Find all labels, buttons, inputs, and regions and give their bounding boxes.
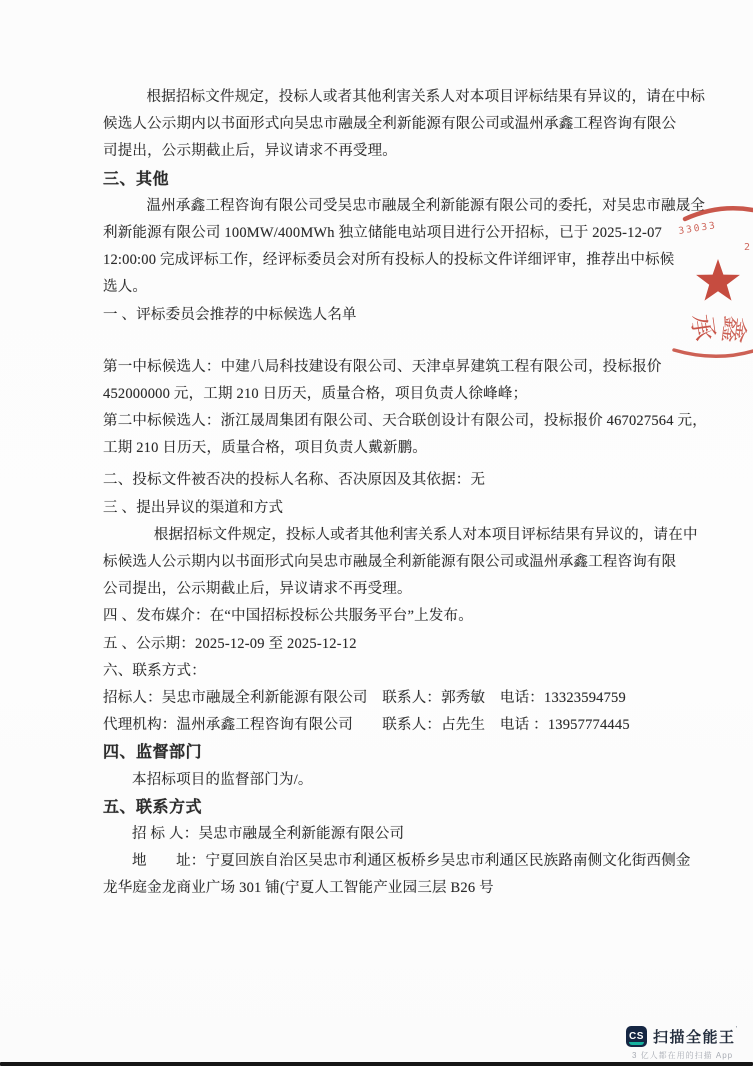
doc-line: 12:00:00 完成评标工作，经评标委员会对所有投标人的投标文件详细评审，推荐出中标候	[103, 252, 675, 269]
doc-line: 龙华庭金龙商业广场 301 铺(宁夏人工智能产业园三层 B26 号	[103, 880, 494, 897]
doc-line: 四 、发布媒介：在“中国招标投标公共服务平台”上发布。	[103, 608, 473, 625]
doc-line: 五、联系方式	[103, 798, 203, 816]
paragraph	[103, 302, 663, 329]
paragraph	[103, 712, 663, 739]
doc-line: 根据招标文件规定，投标人或者其他利害关系人对本项目评标结果有异议的，请在中标	[146, 89, 706, 105]
doc-line: 根据招标文件规定，投标人或者其他利害关系人对本项目评标结果有异议的，请在中	[153, 526, 698, 543]
paragraph	[103, 658, 663, 685]
doc-line: 三、其他	[103, 170, 170, 188]
watermark-row	[626, 1026, 748, 1047]
camscanner-logo-text: CS	[629, 1031, 644, 1042]
paragraph	[103, 354, 707, 463]
seal-bottom-arc	[674, 350, 753, 356]
watermark-title-text: 扫描全能王	[653, 1029, 736, 1046]
doc-line: 第一中标候选人：中建八局科技建设有限公司、天津卓昇建筑工程有限公司，投标报价	[103, 358, 662, 375]
doc-line: 三 、提出异议的渠道和方式	[103, 499, 284, 516]
paragraph	[103, 685, 663, 712]
watermark-title	[653, 1026, 739, 1047]
doc-line: 本招标项目的监督部门为/。	[132, 771, 313, 788]
doc-line: 第二中标候选人：浙江晟周集团有限公司、天合联创设计有限公司，投标报价 467027564 元，	[103, 413, 707, 430]
paragraph	[103, 603, 663, 630]
watermark-subtitle: 3 亿人都在用的扫描 App	[632, 1051, 734, 1060]
doc-line: 标候选人公示期内以书面形式向吴忠市融晟全利新能源有限公司或温州承鑫工程咨询有限	[103, 554, 677, 570]
section-heading	[103, 166, 663, 193]
seal-char-1: 承	[685, 312, 720, 343]
seal-char-2: 鑫	[717, 314, 751, 345]
doc-line: 司提出，公示期截止后，异议请求不再受理。	[103, 143, 397, 160]
scan-below-edge	[0, 1066, 753, 1074]
doc-line: 一 、评标委员会推荐的中标候选人名单	[103, 306, 357, 323]
paragraph	[103, 495, 663, 522]
seal-serial-digit-edge: 2	[744, 242, 751, 253]
doc-line: 二、投标文件被否决的投标人名称、否决原因及其依据：无	[103, 472, 486, 489]
seal-star-icon	[696, 259, 740, 301]
doc-line: 公司提出，公示期截止后，异议请求不再受理。	[103, 581, 412, 598]
section-heading	[103, 794, 663, 821]
doc-line: 六、联系方式：	[103, 662, 206, 679]
doc-line: 452000000 元，工期 210 日历天，质量合格，项目负责人徐峰峰；	[103, 385, 528, 402]
doc-line: 温州承鑫工程咨询有限公司受吴忠市融晟全利新能源有限公司的委托，对吴忠市融晟全	[146, 197, 706, 214]
paragraph	[103, 848, 691, 902]
trademark-mark: ’	[735, 1026, 739, 1033]
doc-line: 招标人：吴忠市融晟全利新能源有限公司 联系人：郭秀敏 电话：13323594759	[103, 689, 626, 706]
doc-line: 候选人公示期内以书面形式向吴忠市融晟全利新能源有限公司或温州承鑫工程咨询有限公	[103, 116, 677, 133]
doc-line: 选人。	[103, 279, 148, 296]
doc-line: 招 标 人：吴忠市融晟全利新能源有限公司	[132, 825, 405, 842]
doc-line: 利新能源有限公司 100MW/400MWh 独立储能电站项目进行公开招标，已于 2025-12-07	[103, 224, 662, 241]
paragraph	[103, 467, 663, 494]
section-heading	[103, 739, 663, 766]
paragraph	[103, 631, 663, 658]
paragraph	[103, 84, 706, 166]
paragraph	[103, 767, 663, 794]
seal-serial-digits: 33033	[677, 220, 718, 237]
doc-line: 四、监督部门	[103, 744, 203, 762]
paragraph	[103, 522, 698, 604]
paragraph	[103, 821, 663, 848]
doc-line: 代理机构：温州承鑫工程咨询有限公司 联系人：占先生 电话 ：13957774445	[103, 717, 630, 734]
camscanner-logo-icon	[626, 1026, 647, 1047]
doc-line: 地 址：宁夏回族自治区吴忠市利通区板桥乡吴忠市利通区民族路南侧文化街西侧金	[132, 853, 691, 870]
camscanner-watermark	[626, 1026, 748, 1061]
doc-line: 五 、公示期：2025-12-09 至 2025-12-12	[103, 635, 357, 652]
doc-line: 工期 210 日历天，质量合格，项目负责人戴新鹏。	[103, 440, 427, 457]
